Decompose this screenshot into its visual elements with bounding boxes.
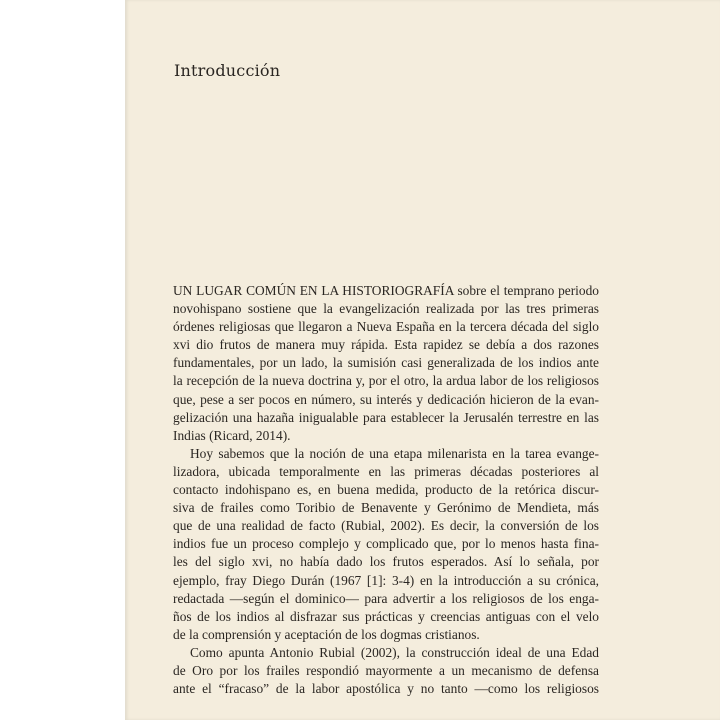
text-line: órdenes religiosas que llegaron a Nueva España en la tercera década del siglo	[173, 319, 599, 335]
text-line: que de una realidad de facto (Rubial, 2002). Es decir, la conversión de los	[173, 518, 599, 534]
text-line: contacto indohispano es, en buena medida, producto de la retórica discur-	[173, 482, 599, 498]
text-line: indios fue un proceso complejo y complicado que, por lo menos hasta fina-	[173, 536, 599, 552]
text-line: fundamentales, por un lado, la sumisión casi generalizada de los indios ante	[173, 355, 599, 371]
text-line: de Oro por los frailes respondió mayormente a un mecanismo de defensa	[173, 662, 599, 678]
text-line: siva de frailes como Toribio de Benavente y Gerónimo de Mendieta, más	[173, 500, 599, 516]
text-line: Hoy sabemos que la noción de una etapa milenarista en la tarea evange-	[190, 445, 599, 461]
text-line: de la comprensión y aceptación de los dogmas cristianos.	[173, 626, 480, 642]
text-line: UN LUGAR COMÚN EN LA HISTORIOGRAFÍA sobre el temprano periodo	[173, 283, 599, 298]
text-line: que, pese a ser pocos en número, su interés y dedicación hicieron de la evan-	[173, 391, 599, 407]
text-line: la recepción de la nueva doctrina y, por el otro, la ardua labor de los religiosos	[173, 373, 599, 389]
text-line: novohispano sostiene que la evangelización realizada por las tres primeras	[173, 301, 599, 317]
text-line: Indias (Ricard, 2014).	[173, 427, 291, 443]
text-line: gelización una hazaña inigualable para establecer la Jerusalén terrestre en las	[173, 409, 599, 425]
text-line: ante el “fracaso” de la labor apostólica y no tanto —como los religiosos	[173, 681, 599, 697]
text-line: lizadora, ubicada temporalmente en las primeras décadas posteriores al	[173, 463, 599, 479]
chapter-heading: Introducción	[174, 61, 281, 80]
text-line: les del siglo xvi, no había dado los frutos esperados. Así lo señala, por	[173, 554, 599, 570]
text-line: xvi dio frutos de manera muy rápida. Esta rapidez se debía a dos razones	[173, 337, 599, 353]
book-page	[125, 0, 720, 720]
text-line: redactada —según el dominico— para advertir a los religiosos de los enga-	[173, 590, 599, 606]
text-line: ños de los indios al disfrazar sus prácticas y creencias antiguas con el velo	[173, 608, 599, 624]
text-line: ejemplo, fray Diego Durán (1967 [1]: 3-4) en la introducción a su crónica,	[173, 572, 599, 588]
body-text	[173, 282, 599, 698]
text-line: Como apunta Antonio Rubial (2002), la construcción ideal de una Edad	[190, 644, 599, 660]
